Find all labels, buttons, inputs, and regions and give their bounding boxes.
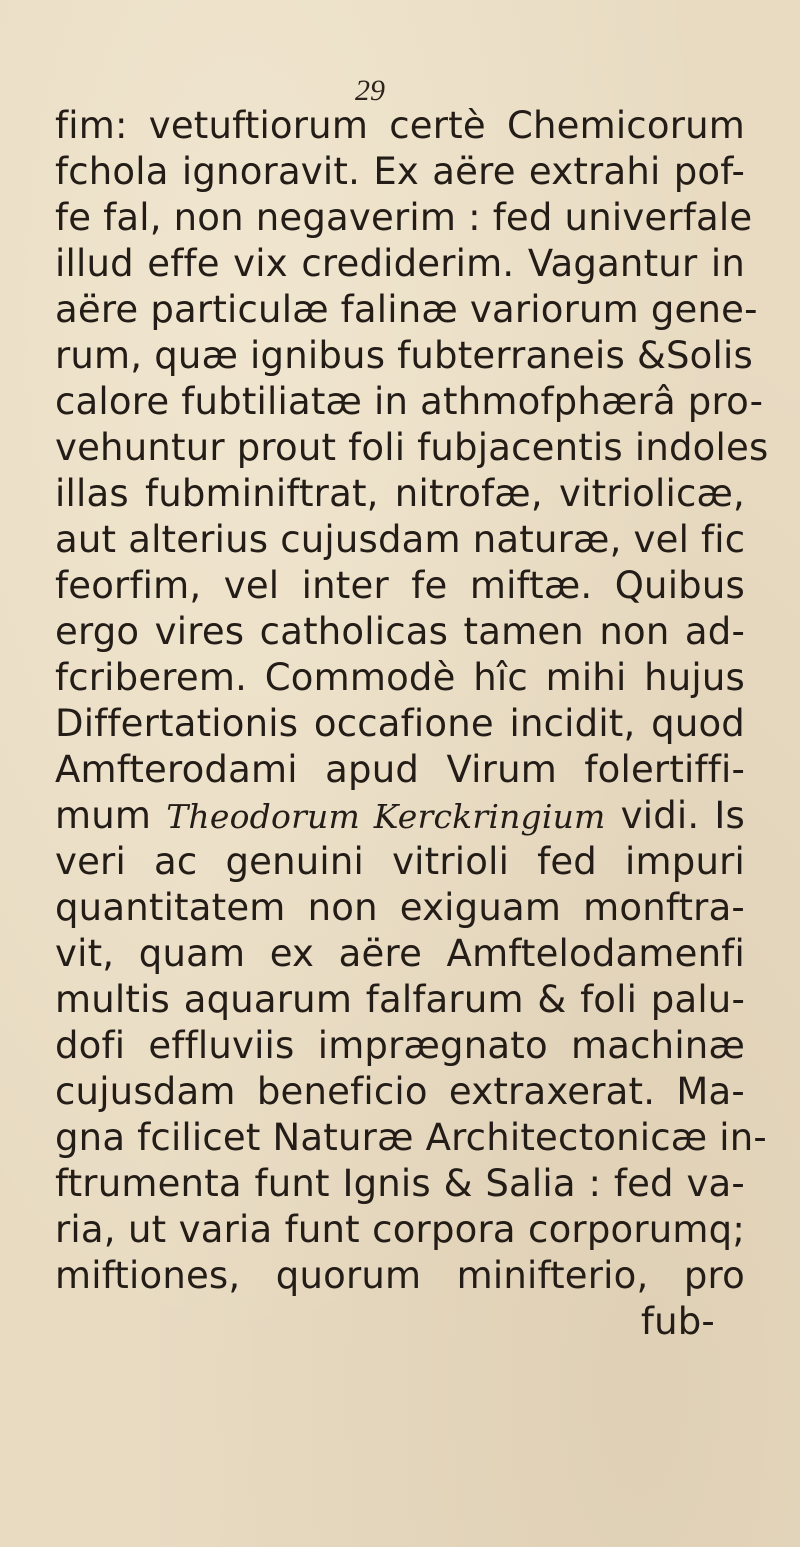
text-line: vit, quam ex aëre Amftelodamenfi — [55, 932, 745, 975]
text-line: aut alterius cujusdam naturæ, vel fic — [55, 518, 746, 561]
text-line: miftiones, quorum minifterio, pro — [55, 1254, 745, 1297]
text-line: veri ac genuini vitrioli fed impuri — [55, 840, 745, 883]
text-line: illas fubminiftrat, nitrofæ, vitriolicæ, — [55, 472, 745, 515]
text-line: ergo vires catholicas tamen non ad- — [55, 610, 745, 653]
text-line: gna fcilicet Naturæ Architectonicæ in- — [55, 1116, 767, 1159]
person-name: Theodorum Kerckringium — [166, 797, 606, 836]
text-line: rum, quæ ignibus fubterraneis &Solis — [55, 334, 753, 377]
text-line: fe fal, non negaverim : fed univerfale — [55, 196, 753, 239]
text-segment: vidi. Is — [605, 794, 745, 837]
text-line: ria, ut varia funt corpora corporumq; — [55, 1208, 745, 1251]
text-line: fim: vetuftiorum certè Chemicorum — [55, 104, 745, 147]
text-line: Differtationis occafione incidit, quod — [55, 702, 745, 745]
text-line: quantitatem non exiguam monftra- — [55, 886, 745, 929]
text-line: feorfim, vel inter fe miftæ. Quibus — [55, 564, 745, 607]
text-line: vehuntur prout foli fubjacentis indoles — [55, 426, 769, 469]
text-line: dofi effluviis imprægnato machinæ — [55, 1024, 745, 1067]
text-line: calore fubtiliatæ in athmofphærâ pro- — [55, 380, 764, 423]
text-line: fchola ignoravit. Ex aëre extrahi pof- — [55, 150, 745, 193]
text-line: illud effe vix crediderim. Vagantur in — [55, 242, 745, 285]
text-line: cujusdam beneficio extraxerat. Ma- — [55, 1070, 745, 1113]
text-line-with-names — [55, 793, 745, 839]
text-line: Amfterodami apud Virum folertiffi- — [55, 748, 745, 791]
body-text — [55, 103, 769, 1345]
page-number: 29 — [355, 74, 385, 107]
text-line: aëre particulæ falinæ variorum gene- — [55, 288, 758, 331]
text-line: fcriberem. Commodè hîc mihi hujus — [55, 656, 745, 699]
text-line: ftrumenta funt Ignis & Salia : fed va- — [55, 1162, 745, 1205]
catchword: fub- — [640, 1300, 715, 1343]
text-segment: mum — [55, 794, 167, 837]
text-line: multis aquarum falfarum & foli palu- — [55, 978, 745, 1021]
